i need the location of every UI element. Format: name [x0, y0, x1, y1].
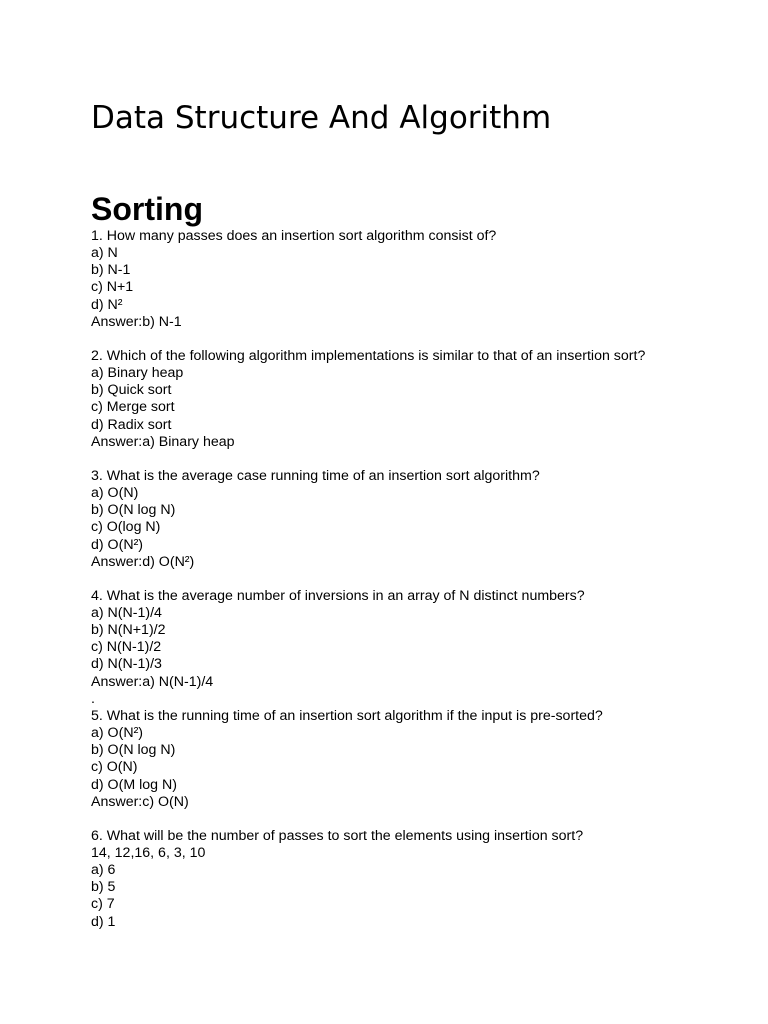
- question-6: [91, 828, 645, 931]
- option-d: d) O(N²): [91, 536, 144, 553]
- option-c: c) O(N): [91, 759, 138, 776]
- option-a: a) N: [91, 245, 118, 262]
- option-d: d) Radix sort: [91, 416, 172, 433]
- option-d: d) 1: [91, 913, 116, 930]
- option-b: b) N(N+1)/2: [91, 622, 166, 639]
- question-4: [91, 588, 645, 708]
- option-d: d) O(M log N): [91, 776, 177, 793]
- option-c: c) 7: [91, 896, 115, 913]
- option-d: d) N(N-1)/3: [91, 656, 162, 673]
- option-b: b) Quick sort: [91, 382, 172, 399]
- question-2: [91, 348, 645, 451]
- option-b: b) O(N log N): [91, 502, 176, 519]
- stray-period: .: [91, 690, 95, 707]
- answer-line: Answer:c) O(N): [91, 793, 189, 810]
- question-text: 3. What is the average case running time of an insertion sort algorithm?: [91, 467, 540, 484]
- option-c: c) Merge sort: [91, 399, 175, 416]
- answer-line: Answer:a) N(N-1)/4: [91, 673, 214, 690]
- question-5: [91, 708, 645, 811]
- option-b: b) 5: [91, 879, 116, 896]
- question-1: [91, 228, 645, 331]
- option-a: a) 6: [91, 862, 116, 879]
- question-input-values: 14, 12,16, 6, 3, 10: [91, 844, 206, 861]
- answer-line: Answer:b) N-1: [91, 313, 182, 330]
- question-text: 2. Which of the following algorithm implementations is similar to that of an insertion sort?: [91, 347, 646, 364]
- question-text: 1. How many passes does an insertion sort algorithm consist of?: [91, 228, 497, 244]
- option-d: d) N²: [91, 296, 123, 313]
- option-b: b) N-1: [91, 262, 131, 279]
- option-a: a) Binary heap: [91, 365, 184, 382]
- section-heading: Sorting: [91, 191, 203, 227]
- question-text: 5. What is the running time of an insertion sort algorithm if the input is pre-sorted?: [91, 707, 603, 724]
- document-title: Data Structure And Algorithm: [91, 100, 552, 136]
- option-a: a) O(N): [91, 485, 139, 502]
- option-c: c) N(N-1)/2: [91, 639, 162, 656]
- option-a: a) N(N-1)/4: [91, 604, 162, 621]
- option-b: b) O(N log N): [91, 742, 176, 759]
- answer-line: Answer:a) Binary heap: [91, 433, 235, 450]
- answer-line: Answer:d) O(N²): [91, 553, 195, 570]
- option-a: a) O(N²): [91, 725, 144, 742]
- option-c: c) O(log N): [91, 519, 161, 536]
- option-c: c) N+1: [91, 279, 134, 296]
- question-text: 6. What will be the number of passes to sort the elements using insertion sort?: [91, 827, 584, 844]
- question-list: [91, 228, 645, 948]
- question-text: 4. What is the average number of inversions in an array of N distinct numbers?: [91, 587, 585, 604]
- question-3: [91, 468, 645, 571]
